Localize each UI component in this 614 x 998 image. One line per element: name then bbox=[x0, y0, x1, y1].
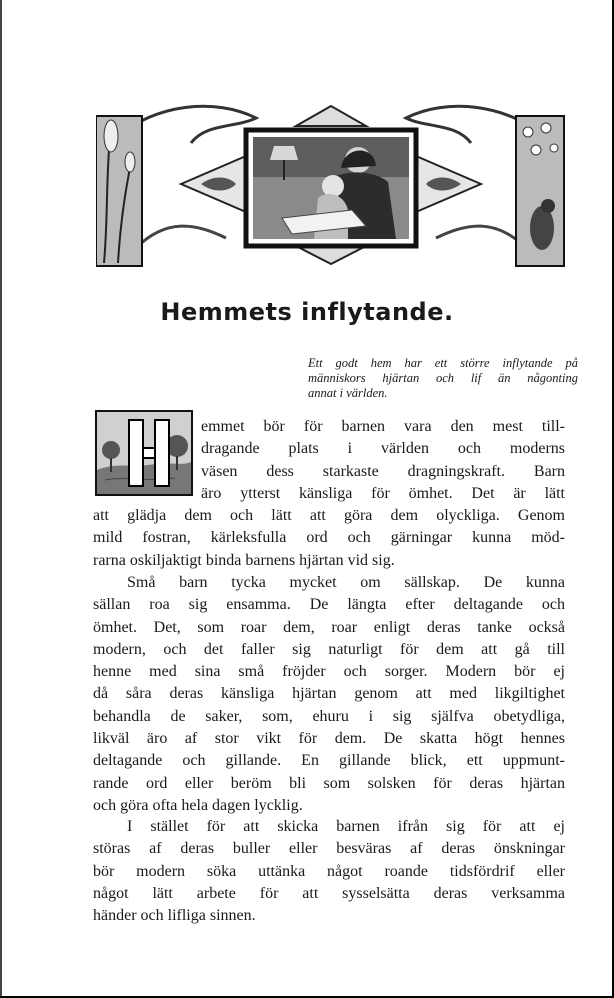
text-line: något lätt arbete för att sysselsätta deras verksamma bbox=[93, 884, 565, 902]
text-line: modern, och det faller sig naturligt för dem att gå till bbox=[93, 640, 565, 658]
epigraph-quote bbox=[308, 356, 578, 401]
text-line: mild fostran, kärleksfulla ord och gärningar kunna möd- bbox=[93, 529, 565, 547]
header-vignette-illustration bbox=[96, 98, 566, 270]
text-line: I stället för att skicka barnen ifrån sig för att ej bbox=[127, 818, 565, 835]
paragraph-1-continued bbox=[93, 505, 565, 572]
text-line: Små barn tycka mycket om sällskap. De kunna bbox=[127, 574, 565, 591]
paragraph-1-beside-capital bbox=[201, 416, 565, 505]
text-line: likväl äro af stor vikt för dem. De skatta högt hennes bbox=[93, 730, 565, 748]
page-edge-rule bbox=[0, 0, 2, 996]
text-line: störas af deras buller eller besväras af deras önskningar bbox=[93, 840, 565, 858]
text-line: sällan roa sig ensamma. De längta efter deltagande och bbox=[93, 596, 565, 614]
text-line: äro ytterst känsliga för ömhet. Det är lätt bbox=[201, 484, 565, 502]
epigraph-line: människors hjärtan och lif än någonting bbox=[308, 371, 578, 385]
chapter-title: Hemmets inflytande. bbox=[160, 298, 454, 326]
text-line: dragande plats i världen och moderns bbox=[201, 440, 565, 458]
text-line: ömhet. Det, som roar dem, roar enligt deras tanke också bbox=[93, 618, 565, 636]
text-line: behandla de saker, som, ehuru i sig själfva obetydliga, bbox=[93, 707, 565, 725]
text-line: deltagande och gillande. En gillande blick, ett uppmunt- bbox=[93, 752, 565, 770]
epigraph-line: Ett godt hem har ett större inflytande på bbox=[308, 356, 578, 370]
text-line: och göra ofta hela dagen lycklig. bbox=[93, 796, 303, 814]
text-line: rande ord eller beröm bli som solsken för deras hjärtan bbox=[93, 774, 565, 792]
text-line: väsen dess starkaste dragningskraft. Barn bbox=[201, 462, 565, 480]
illustrated-drop-capital bbox=[95, 410, 193, 496]
text-line: händer och lifliga sinnen. bbox=[93, 907, 256, 925]
text-line: emmet bör för barnen vara den mest till- bbox=[201, 418, 565, 435]
text-line: då såra deras känsliga hjärtan genom att med likgiltighet bbox=[93, 685, 565, 703]
text-line: bör modern söka uttänka något roande tidsfördrif eller bbox=[93, 862, 565, 880]
text-line: henne med sina små fröjder och sorger. Modern bör ej bbox=[93, 663, 565, 681]
text-line: rarna oskiljaktigt binda barnens hjärtan vid sig. bbox=[93, 551, 395, 569]
epigraph-line: annat i världen. bbox=[308, 386, 388, 400]
text-line: att glädja dem och lätt att göra dem olyckliga. Genom bbox=[93, 507, 565, 524]
paragraph-2 bbox=[93, 572, 565, 817]
paragraph-3 bbox=[93, 816, 565, 927]
